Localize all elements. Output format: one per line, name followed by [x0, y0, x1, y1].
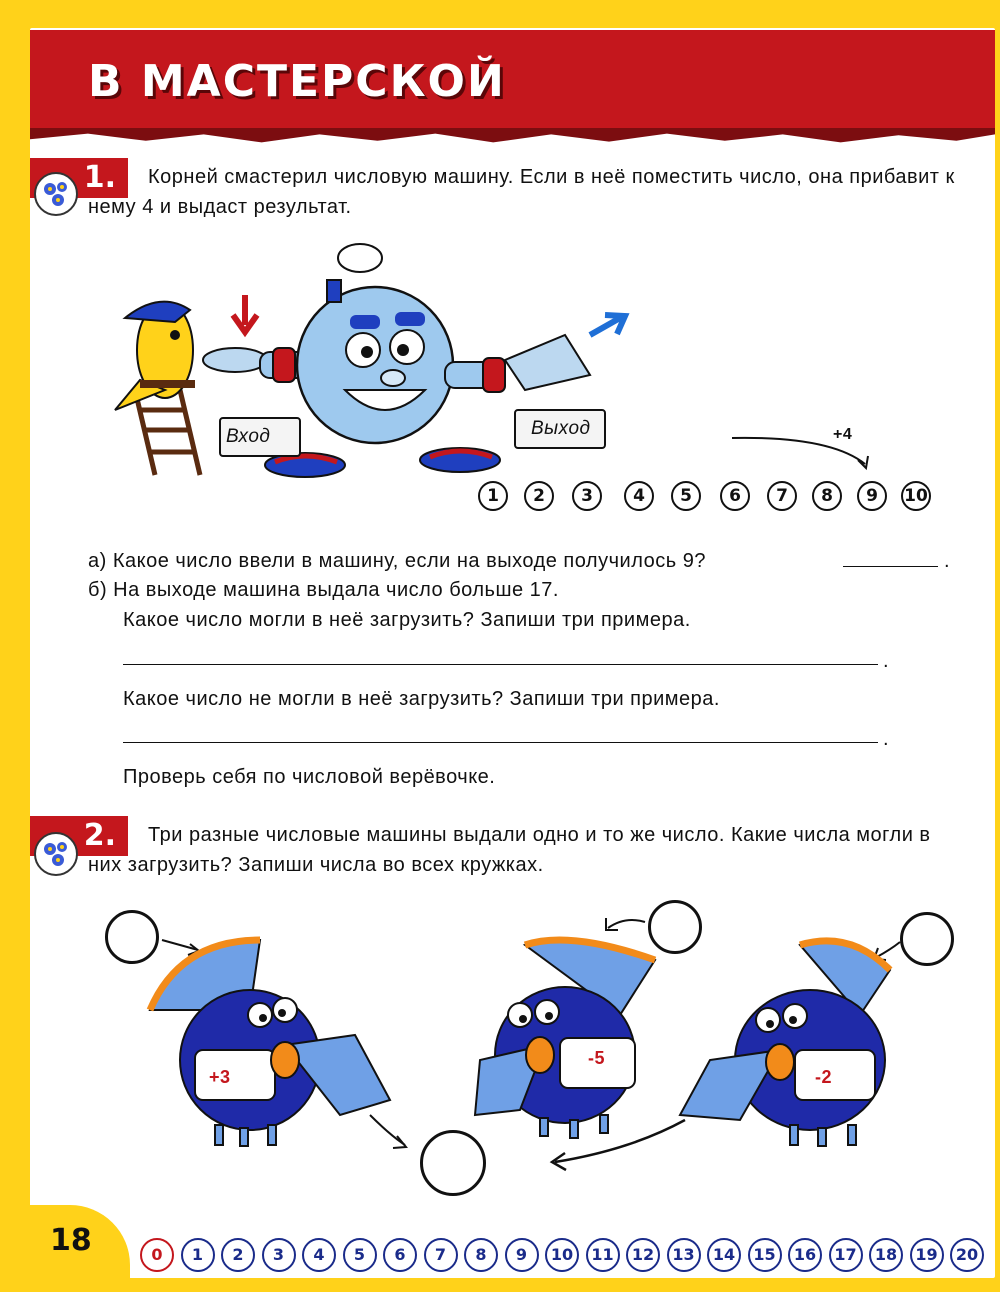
number-rope-circle: 8	[464, 1238, 498, 1272]
title-banner	[30, 30, 995, 130]
answer-a-dot: .	[944, 550, 951, 572]
number-rope-circle: 11	[586, 1238, 620, 1272]
answer-a-line[interactable]	[843, 566, 938, 567]
number-rope-circle: 5	[343, 1238, 377, 1272]
page-title: В МАСТЕРСКОЙ	[88, 56, 506, 107]
number-line-circle: 3	[572, 481, 602, 511]
number-rope-circle: 12	[626, 1238, 660, 1272]
number-rope-circle: 15	[748, 1238, 782, 1272]
number-rope-circle: 14	[707, 1238, 741, 1272]
number-rope-circle: 19	[910, 1238, 944, 1272]
answer-b2-line[interactable]	[123, 742, 878, 743]
question-b-part1: Какое число могли в неё загрузить? Запиши три примера.	[123, 609, 691, 631]
number-line-circle: 10	[901, 481, 931, 511]
task-1-number: 1.	[30, 158, 128, 198]
number-rope-circle: 20	[950, 1238, 984, 1272]
machines-illustration	[100, 900, 1000, 1160]
number-line-circle: 4	[624, 481, 654, 511]
number-rope-circle: 9	[505, 1238, 539, 1272]
number-rope-circle: 6	[383, 1238, 417, 1272]
number-line-circle: 5	[671, 481, 701, 511]
answer-b2-dot: .	[883, 728, 890, 750]
plus-four-label: +4	[833, 426, 853, 443]
question-b-part2: Какое число не могли в неё загрузить? Запиши три примера.	[123, 688, 720, 710]
number-rope-circle: 4	[302, 1238, 336, 1272]
question-a: а) Какое число ввели в машину, если на выходе получилось 9?	[88, 550, 706, 572]
task-2-number: 2.	[30, 816, 128, 856]
flower-icon	[34, 172, 78, 216]
sign-output: Выход	[531, 418, 591, 439]
answer-b1-line[interactable]	[123, 664, 878, 665]
flower-icon	[34, 832, 78, 876]
number-rope-circle: 7	[424, 1238, 458, 1272]
number-line-circle: 7	[767, 481, 797, 511]
page-number: 18	[50, 1223, 92, 1258]
answer-b1-dot: .	[883, 650, 890, 672]
sign-input: Вход	[226, 426, 271, 447]
task-2-text: Три разные числовые машины выдали одно и то же число. Какие числа могли в них загрузить? Запиши числа во всех кружках.	[88, 824, 931, 876]
number-rope-circle: 13	[667, 1238, 701, 1272]
number-rope-circle: 16	[788, 1238, 822, 1272]
check-hint: Проверь себя по числовой верёвочке.	[123, 766, 496, 788]
number-rope-circle: 0	[140, 1238, 174, 1272]
number-line-circle: 1	[478, 481, 508, 511]
number-line-circle: 6	[720, 481, 750, 511]
plus-four-arrow	[730, 436, 890, 476]
machine-3-label: -2	[815, 1067, 833, 1087]
number-rope-circle: 3	[262, 1238, 296, 1272]
machine-2-label: -5	[588, 1048, 606, 1068]
number-rope-circle: 18	[869, 1238, 903, 1272]
number-line-circle: 9	[857, 481, 887, 511]
number-rope-circle: 1	[181, 1238, 215, 1272]
number-rope-circle: 10	[545, 1238, 579, 1272]
question-b: б) На выходе машина выдала число больше 17.	[88, 579, 559, 601]
machine-1-label: +3	[209, 1067, 231, 1087]
number-line-circle: 8	[812, 481, 842, 511]
number-line-circle: 2	[524, 481, 554, 511]
number-machine-illustration	[105, 240, 665, 480]
number-rope-circle: 2	[221, 1238, 255, 1272]
number-rope-circle: 17	[829, 1238, 863, 1272]
task-1-text: Корней смастерил числовую машину. Если в неё поместить число, она прибавит к нему 4 и выдаст результат.	[88, 166, 955, 218]
